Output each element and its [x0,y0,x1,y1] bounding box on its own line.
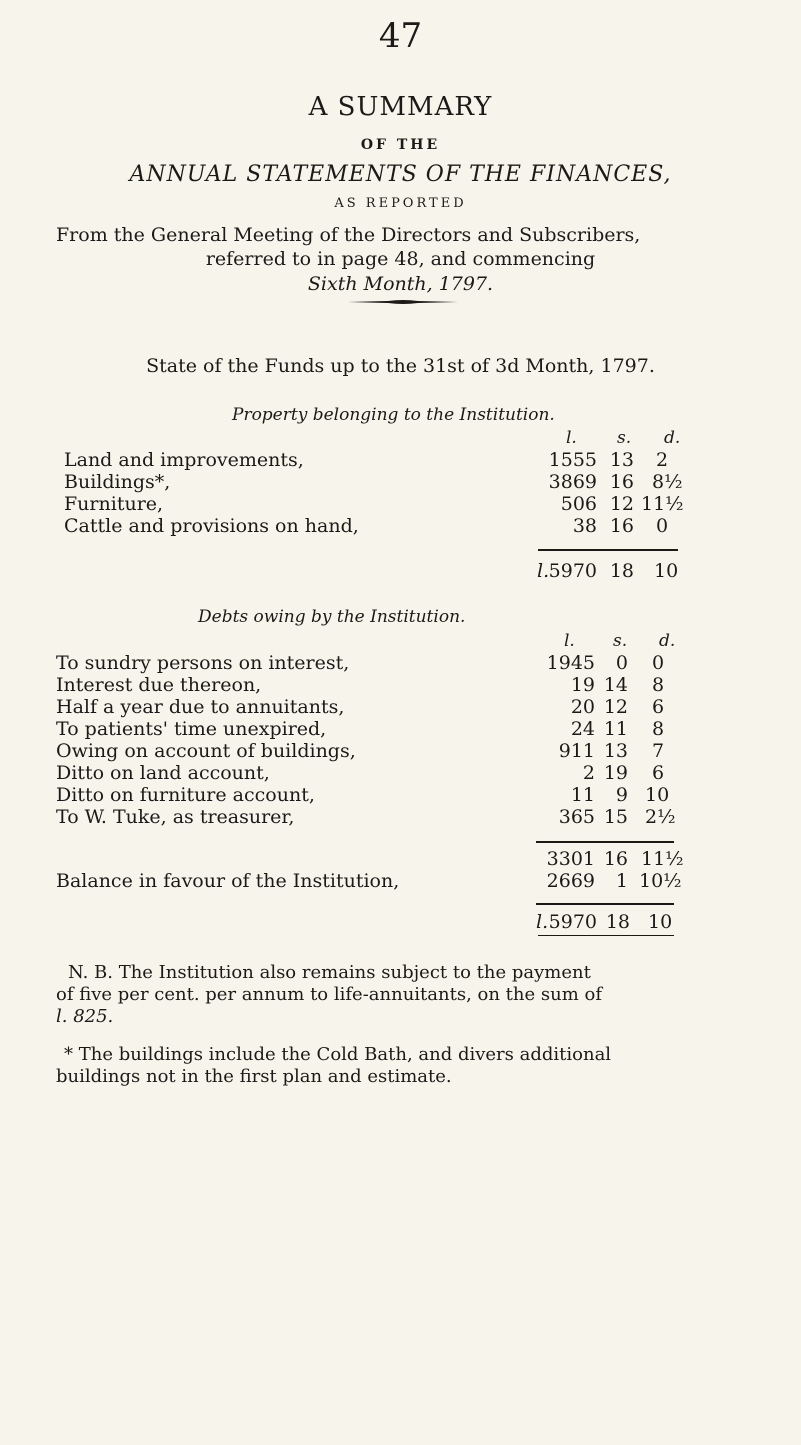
nb-line-2: of five per cent. per annum to life-annuitants, on the sum of [56,984,602,1005]
row-pence: 10 [645,784,670,806]
debts-total-pence: 10 [648,911,673,933]
row-pence: 2½ [645,806,676,828]
property-heading: Property belonging to the Institution. [232,405,555,425]
subtitle: ANNUAL STATEMENTS OF THE FINANCES, [129,162,672,187]
row-label: Owing on account of buildings, [56,740,356,762]
row-pence: 8 [652,718,665,740]
row-label: To patients' time unexpired, [56,718,327,740]
row-pence: 0 [656,515,669,537]
balance-pounds: 2669 [546,870,595,892]
debts-col-d: d. [659,631,676,651]
subtotal-shillings: 16 [603,848,628,870]
row-label: Furniture, [64,493,164,515]
row-pounds: 19 [570,674,595,696]
row-pence: 2 [656,449,669,471]
row-label: Buildings*, [64,471,171,493]
property-total-shillings: 18 [609,560,634,582]
row-pounds: 38 [572,515,597,537]
page-title: A SUMMARY [308,92,493,122]
debts-total-prefix: l. [536,911,549,933]
row-label: To W. Tuke, as treasurer, [56,806,295,828]
debts-total-underline [538,935,674,936]
balance-label: Balance in favour of the Institution, [56,870,400,892]
row-label: To sundry persons on interest, [56,652,350,674]
row-label: Cattle and provisions on hand, [64,515,359,537]
row-shillings: 13 [603,740,628,762]
balance-pence: 10½ [639,870,682,892]
property-total-prefix: l. [537,560,550,582]
row-shillings: 15 [603,806,628,828]
footnote-line-2: buildings not in the first plan and estimate. [56,1066,452,1087]
row-shillings: 14 [603,674,628,696]
debts-total-pounds: 5970 [548,911,597,933]
row-pounds: 1555 [548,449,597,471]
row-shillings: 12 [609,493,634,515]
nb-line-3: l. 825. [56,1006,114,1027]
balance-shillings: 1 [615,870,628,892]
property-total-pence: 10 [654,560,679,582]
property-total-pounds: 5970 [548,560,597,582]
row-pounds: 11 [570,784,595,806]
row-pence: 0 [652,652,665,674]
intro-line-1: From the General Meeting of the Directors and Subscribers, [56,224,641,246]
row-pence: 8½ [652,471,683,493]
row-pence: 6 [652,762,665,784]
state-heading: State of the Funds up to the 31st of 3d Month, 1797. [146,355,655,377]
property-col-d: d. [664,428,681,448]
page-number: 47 [378,16,423,56]
row-label: Half a year due to annuitants, [56,696,345,718]
row-pounds: 365 [558,806,595,828]
row-label: Ditto on furniture account, [56,784,315,806]
row-label: Ditto on land account, [56,762,270,784]
debts-subtotal-rule [536,841,674,843]
subtotal-pounds: 3301 [546,848,595,870]
subtotal-pence: 11½ [641,848,684,870]
row-shillings: 9 [615,784,628,806]
row-shillings: 0 [615,652,628,674]
row-shillings: 19 [603,762,628,784]
row-pounds: 3869 [548,471,597,493]
as-reported-line: AS REPORTED [334,196,467,211]
nb-line-1: N. B. The Institution also remains subject to the payment [68,962,591,983]
row-pounds: 911 [558,740,595,762]
row-shillings: 11 [603,718,628,740]
debts-col-l: l. [564,631,575,651]
property-total-rule [538,549,678,551]
row-shillings: 16 [609,471,634,493]
row-pence: 11½ [641,493,684,515]
row-shillings: 13 [609,449,634,471]
debts-total-shillings: 18 [605,911,630,933]
row-label: Interest due thereon, [56,674,262,696]
intro-line-2: referred to in page 48, and commencing [205,248,596,270]
of-the-line: OF THE [360,137,441,153]
row-pounds: 24 [570,718,595,740]
row-pounds: 20 [570,696,595,718]
row-pence: 6 [652,696,665,718]
intro-line-3: Sixth Month, 1797. [307,273,494,295]
debts-total-rule [536,903,674,905]
row-pounds: 506 [560,493,597,515]
debts-heading: Debts owing by the Institution. [198,607,466,627]
property-col-s: s. [617,428,632,448]
row-pounds: 2 [582,762,595,784]
property-col-l: l. [566,428,577,448]
row-label: Land and improvements, [64,449,304,471]
row-shillings: 16 [609,515,634,537]
ornament-divider [348,299,458,305]
footnote-line-1: * The buildings include the Cold Bath, and divers additional [64,1044,612,1065]
row-pence: 8 [652,674,665,696]
row-shillings: 12 [603,696,628,718]
row-pounds: 1945 [546,652,595,674]
debts-col-s: s. [613,631,628,651]
row-pence: 7 [652,740,665,762]
